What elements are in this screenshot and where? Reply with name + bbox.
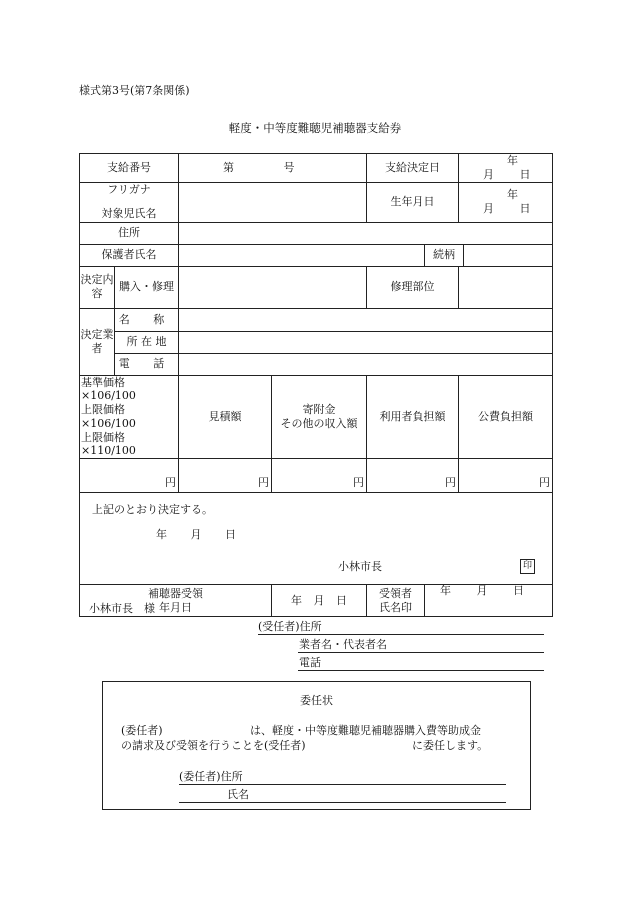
text-nen: 年 bbox=[507, 188, 518, 202]
form-number: 様式第3号(第7条関係) bbox=[79, 84, 190, 97]
submission-date bbox=[440, 582, 524, 598]
label-kifukin bbox=[272, 375, 367, 459]
label-kettei-gyosha: 決定業者 bbox=[80, 308, 115, 375]
label-meisho bbox=[115, 308, 179, 331]
kettei-section bbox=[80, 493, 553, 585]
voucher-table bbox=[79, 153, 553, 617]
field-kifukin[interactable] bbox=[272, 459, 367, 493]
field-kakaku[interactable] bbox=[80, 459, 179, 493]
proxy-line1-a: (委任者) bbox=[121, 724, 163, 737]
shicho-name: 小林市長 bbox=[338, 560, 382, 573]
text-tsuki: 月 bbox=[190, 528, 202, 541]
label-taishoji-shimei: 対象児氏名 bbox=[101, 207, 157, 220]
proxy-box bbox=[102, 681, 531, 810]
kifukin-line1: 寄附金 bbox=[302, 403, 336, 416]
field-meisho[interactable] bbox=[179, 308, 553, 331]
field-denwa[interactable] bbox=[179, 353, 553, 375]
yen-unit: 円 bbox=[165, 476, 176, 490]
label-shikyu-bango: 支給番号 bbox=[80, 154, 179, 183]
text-tsuki: 月 bbox=[476, 584, 488, 597]
label-mitsumori: 見積額 bbox=[179, 375, 272, 459]
label-shuri-bui: 修理部位 bbox=[367, 266, 459, 308]
juryosha-line2: 氏名印 bbox=[379, 600, 412, 614]
yen-unit: 円 bbox=[445, 476, 456, 490]
label-shikyu-ketteibi: 支給決定日 bbox=[367, 154, 459, 183]
field-juryo-date[interactable] bbox=[272, 585, 367, 617]
addressee: 小林市長 様 bbox=[89, 602, 155, 615]
ininsha-name-line[interactable] bbox=[179, 784, 506, 803]
label-kohi-futan: 公費負担額 bbox=[459, 375, 553, 459]
proxy-line2-b: に委任します。 bbox=[412, 739, 489, 752]
text-hi: 日 bbox=[519, 202, 531, 215]
kakaku-line: 上限価格×110/100 bbox=[81, 430, 136, 458]
yen-unit: 円 bbox=[258, 476, 269, 490]
field-taishoji-shimei[interactable] bbox=[179, 182, 367, 222]
text-denwa: 電 話 bbox=[118, 357, 175, 371]
kakaku-line: 基準価格×106/100 bbox=[81, 375, 136, 403]
text-tsuki: 月 bbox=[313, 593, 325, 607]
label-riyosha-futan: 利用者負担額 bbox=[367, 375, 459, 459]
text-hi: 日 bbox=[519, 167, 531, 181]
juninsha-label: (受任者)住所 bbox=[258, 620, 322, 633]
text-nen: 年 bbox=[440, 584, 451, 597]
denwa-line[interactable] bbox=[298, 652, 544, 671]
field-konyu-shuri[interactable] bbox=[179, 266, 367, 308]
field-jusho[interactable] bbox=[179, 222, 553, 244]
proxy-line1-b: は、軽度・中等度難聴児補聴器購入費等助成金 bbox=[250, 724, 481, 737]
gyosha-daihyo-label: 業者名・代表者名 bbox=[299, 638, 387, 651]
gyosha-daihyo-line[interactable] bbox=[298, 634, 544, 653]
label-furigana: フリガナ bbox=[107, 183, 151, 197]
kettei-text: 上記のとおり決定する。 bbox=[92, 503, 213, 516]
ininsha-address-line[interactable] bbox=[179, 766, 506, 785]
text-nen: 年 bbox=[156, 528, 167, 541]
field-shuri-bui[interactable] bbox=[459, 266, 553, 308]
label-kettei-naiyo: 決定内容 bbox=[80, 266, 115, 308]
document-title: 軽度・中等度難聴児補聴器支給券 bbox=[228, 121, 402, 135]
field-seinengappi[interactable] bbox=[459, 182, 553, 222]
label-konyu-shuri: 購入・修理 bbox=[115, 266, 179, 308]
field-riyosha-futan[interactable] bbox=[367, 459, 459, 493]
shimei-label: 氏名 bbox=[227, 788, 249, 801]
juryosha-line1: 受領者 bbox=[379, 586, 412, 600]
label-juryosha bbox=[367, 585, 425, 617]
field-mitsumori[interactable] bbox=[179, 459, 272, 493]
label-hogosha-shimei: 保護者氏名 bbox=[80, 244, 179, 266]
denwa-label: 電話 bbox=[299, 656, 321, 669]
kifukin-line2: その他の収入額 bbox=[280, 416, 358, 430]
seal-mark bbox=[520, 558, 535, 574]
label-kakaku bbox=[80, 375, 179, 459]
field-shikyu-bango[interactable] bbox=[179, 154, 367, 183]
text-dai: 第 bbox=[223, 160, 234, 174]
field-shozaichi[interactable] bbox=[179, 331, 553, 353]
text-tsuki: 月 bbox=[483, 167, 494, 181]
proxy-heading: 委任状 bbox=[300, 694, 333, 707]
text-hi: 日 bbox=[513, 584, 524, 597]
text-go: 号 bbox=[283, 160, 295, 174]
kettei-date bbox=[156, 528, 236, 542]
text-tsuki: 月 bbox=[483, 202, 494, 215]
kakaku-line: 上限価格×106/100 bbox=[81, 403, 136, 430]
text-hi: 日 bbox=[225, 528, 236, 541]
field-zokugara[interactable] bbox=[464, 244, 553, 266]
seal-text: 印 bbox=[520, 559, 535, 574]
field-hogosha-shimei[interactable] bbox=[179, 244, 425, 266]
label-seinengappi: 生年月日 bbox=[367, 182, 459, 222]
field-shikyu-ketteibi[interactable] bbox=[459, 154, 553, 183]
text-meisho: 名 称 bbox=[118, 312, 175, 326]
label-shozaichi: 所 在 地 bbox=[115, 331, 179, 353]
label-denwa bbox=[115, 353, 179, 375]
juryo-line1: 補聴器受領 bbox=[148, 586, 203, 600]
ininsha-jusho-label: (委任者)住所 bbox=[179, 770, 243, 783]
text-nen: 年 bbox=[507, 154, 518, 167]
label-zokugara: 続柄 bbox=[425, 244, 464, 266]
proxy-line2-a: の請求及び受領を行うことを(受任者) bbox=[121, 739, 306, 752]
yen-unit: 円 bbox=[353, 476, 364, 490]
label-jusho: 住所 bbox=[80, 222, 179, 244]
text-hi: 日 bbox=[336, 593, 347, 607]
yen-unit: 円 bbox=[539, 476, 550, 490]
field-kohi-futan[interactable] bbox=[459, 459, 553, 493]
text-nen: 年 bbox=[291, 593, 302, 607]
label-taishoji bbox=[80, 182, 179, 222]
juninsha-address-line[interactable] bbox=[258, 616, 544, 635]
juryo-line2: 年月日 bbox=[159, 600, 192, 614]
